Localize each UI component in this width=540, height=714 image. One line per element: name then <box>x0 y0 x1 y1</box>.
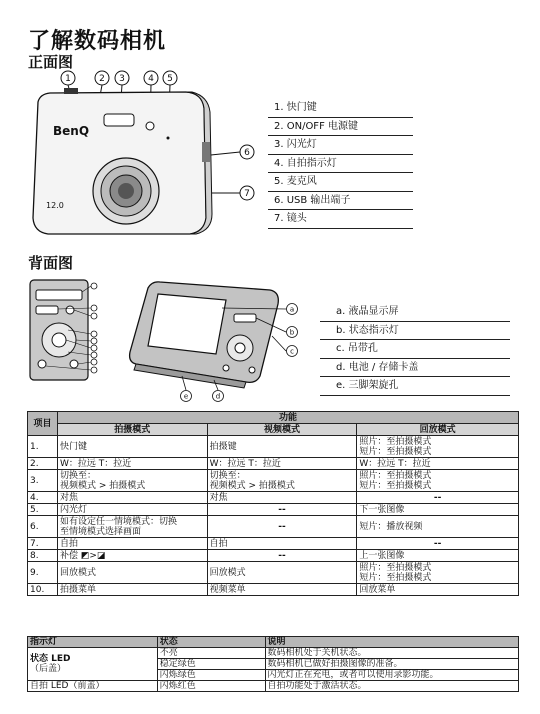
svg-text:12.0: 12.0 <box>46 201 64 210</box>
item-number: 3. <box>28 470 58 492</box>
cell-a: 补偿 ◩>◪ <box>57 550 207 562</box>
cell-b: 对焦 <box>207 492 357 504</box>
cell-a: 快门键 <box>57 436 207 458</box>
led-state: 不亮 <box>157 648 265 659</box>
cell-b: -- <box>207 504 357 516</box>
cell-c: 照片：至拍摄模式 短片：至拍摄模式 <box>357 470 519 492</box>
list-item: b. 状态指示灯 <box>320 322 510 341</box>
cell-a: 拍摄菜单 <box>57 584 207 596</box>
cell-b: 拍摄键 <box>207 436 357 458</box>
table-row <box>28 436 519 458</box>
cell-a: 闪光灯 <box>57 504 207 516</box>
cell-b: 自拍 <box>207 538 357 550</box>
page-title: 了解数码相机 <box>28 29 167 54</box>
cell-a: 切换至： 视频模式 > 拍摄模式 <box>57 470 207 492</box>
list-item: e. 三脚架旋孔 <box>320 377 510 396</box>
list-item: 3. 闪光灯 <box>268 136 413 155</box>
mode-header: 回放模式 <box>357 424 519 436</box>
col-item-header: 项目 <box>28 412 58 436</box>
svg-text:e: e <box>183 392 189 401</box>
item-number: 4. <box>28 492 58 504</box>
table-row <box>28 504 519 516</box>
cell-b: -- <box>207 516 357 538</box>
list-item: 1. 快门键 <box>268 99 413 118</box>
back-parts-list <box>320 303 510 396</box>
cell-a: 对焦 <box>57 492 207 504</box>
item-number: 9. <box>28 562 58 584</box>
svg-text:BenQ: BenQ <box>53 124 90 138</box>
led-state: 闪烁绿色 <box>157 670 265 681</box>
svg-text:c: c <box>290 347 294 356</box>
led-desc: 闪光灯正在充电，或者可以使用录影功能。 <box>265 670 518 681</box>
table-row <box>28 492 519 504</box>
cell-c: 上一张图像 <box>357 550 519 562</box>
list-item: d. 电池 / 存储卡盖 <box>320 359 510 378</box>
list-item: c. 吊带孔 <box>320 340 510 359</box>
cell-c: -- <box>357 492 519 504</box>
table-row <box>28 584 519 596</box>
function-table <box>27 411 519 596</box>
svg-text:2: 2 <box>99 74 105 84</box>
back-view-heading: 背面图 <box>28 254 74 272</box>
cell-b: 切换至： 视频模式 > 拍摄模式 <box>207 470 357 492</box>
table-row <box>28 458 519 470</box>
led-state: 稳定绿色 <box>157 659 265 670</box>
back-camera-illustration <box>122 276 312 402</box>
table-row <box>28 538 519 550</box>
list-item: 2. ON/OFF 电源键 <box>268 118 413 137</box>
cell-a: 回放模式 <box>57 562 207 584</box>
desc-header: 说明 <box>265 637 518 648</box>
item-number: 6. <box>28 516 58 538</box>
item-number: 7. <box>28 538 58 550</box>
mode-header: 拍摄模式 <box>57 424 207 436</box>
led-state: 闪烁红色 <box>157 681 265 692</box>
self-timer-led-label: 自拍 LED（前盖） <box>28 681 158 692</box>
svg-text:3: 3 <box>119 74 125 84</box>
col-function-header: 功能 <box>57 412 518 424</box>
item-number: 10. <box>28 584 58 596</box>
svg-text:6: 6 <box>244 148 250 158</box>
status-led-sub: （后盖） <box>30 664 67 674</box>
item-number: 5. <box>28 504 58 516</box>
cell-a: 如有设定任一情境模式：切换 至情境模式选择画面 <box>57 516 207 538</box>
cell-c: 照片：至拍摄模式 短片：至拍摄模式 <box>357 562 519 584</box>
cell-b: 视频菜单 <box>207 584 357 596</box>
cell-b: -- <box>207 550 357 562</box>
list-item: 7. 镜头 <box>268 210 413 229</box>
cell-a: W：拉远 T：拉近 <box>57 458 207 470</box>
svg-text:1: 1 <box>65 74 71 84</box>
svg-text:d: d <box>215 392 221 401</box>
table-row <box>28 470 519 492</box>
list-item: a. 液晶显示屏 <box>320 303 510 322</box>
front-camera-illustration <box>26 68 262 243</box>
item-number: 8. <box>28 550 58 562</box>
list-item: 6. USB 输出端子 <box>268 192 413 211</box>
list-item: 5. 麦克风 <box>268 173 413 192</box>
cell-c: 照片：至拍摄模式 短片：至拍摄模式 <box>357 436 519 458</box>
svg-text:7: 7 <box>244 189 250 199</box>
svg-text:a: a <box>289 305 295 314</box>
led-desc: 数码相机处于关机状态。 <box>265 648 518 659</box>
front-parts-list <box>268 99 413 229</box>
mode-header: 视频模式 <box>207 424 357 436</box>
table-row <box>28 562 519 584</box>
status-led-label: 状态 LED <box>30 654 71 664</box>
led-table <box>27 636 519 692</box>
table-row <box>28 516 519 538</box>
item-number: 2. <box>28 458 58 470</box>
cell-b: W：拉远 T：拉近 <box>207 458 357 470</box>
svg-text:b: b <box>289 328 295 337</box>
state-header: 状态 <box>157 637 265 648</box>
svg-text:5: 5 <box>167 74 173 84</box>
list-item: 4. 自拍指示灯 <box>268 155 413 174</box>
cell-b: 回放模式 <box>207 562 357 584</box>
led-header: 指示灯 <box>28 637 158 648</box>
front-view-heading: 正面图 <box>28 53 74 71</box>
led-desc: 数码相机已做好拍摄图像的准备。 <box>265 659 518 670</box>
led-desc: 自拍功能处于激活状态。 <box>265 681 518 692</box>
cell-c: W：拉远 T：拉近 <box>357 458 519 470</box>
cell-c: 回放菜单 <box>357 584 519 596</box>
status-led-cell <box>28 648 158 681</box>
cell-c: -- <box>357 538 519 550</box>
table-row <box>28 550 519 562</box>
cell-c: 下一张图像 <box>357 504 519 516</box>
svg-text:4: 4 <box>148 74 154 84</box>
cell-c: 短片：播放视频 <box>357 516 519 538</box>
back-controls-closeup <box>28 278 100 388</box>
item-number: 1. <box>28 436 58 458</box>
cell-a: 自拍 <box>57 538 207 550</box>
